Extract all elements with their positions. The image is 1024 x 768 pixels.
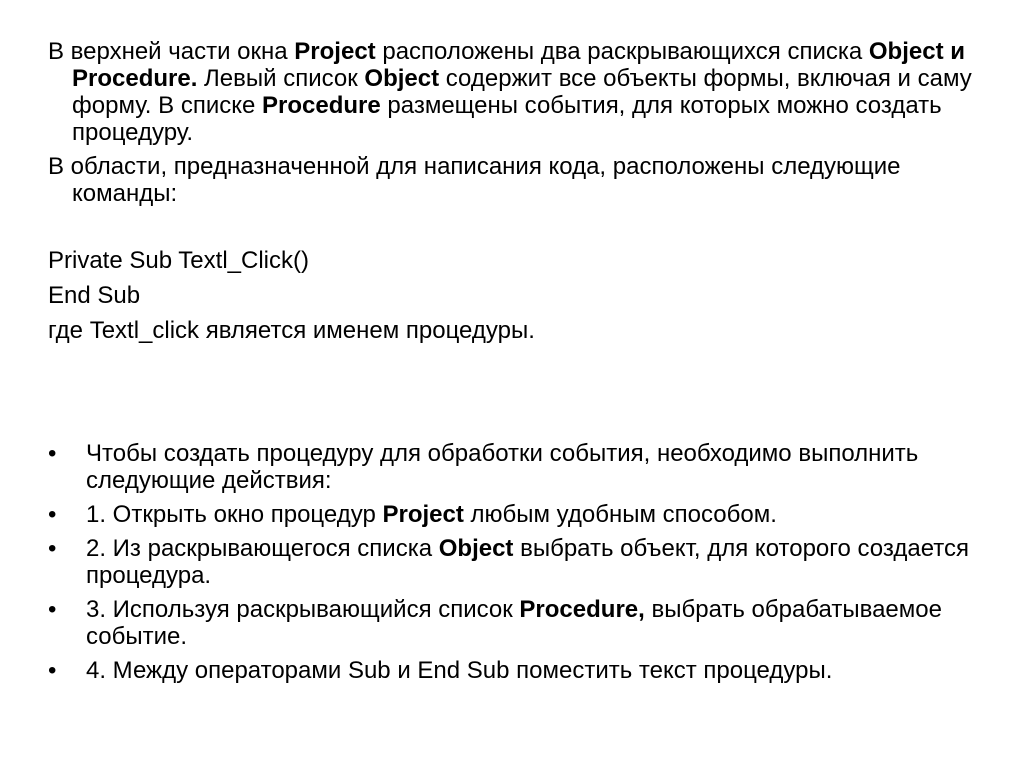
- bullet-icon: •: [48, 535, 57, 562]
- bullet-icon: •: [48, 501, 57, 528]
- list-item: [48, 657, 988, 684]
- text-run: 4. Между операторами Sub и End Sub поместить текст процедуры.: [86, 657, 833, 684]
- bold-term: Project: [294, 38, 376, 65]
- text-run: содержит все объекты формы, включая и саму форму. В списке: [72, 65, 972, 119]
- text-run: В верхней части окна: [48, 38, 295, 65]
- text-run: 1. Открыть окно процедур: [86, 501, 383, 528]
- text-run: 2. Из раскрывающегося списка: [86, 535, 439, 562]
- bold-term: Procedure: [262, 92, 381, 119]
- bold-term: Object: [438, 535, 514, 562]
- list-item: [48, 440, 988, 494]
- text-run: выбрать обрабатываемое событие.: [86, 596, 942, 650]
- text-run: любым удобным способом.: [463, 501, 777, 528]
- paragraph: [48, 153, 988, 207]
- paragraph: [48, 38, 988, 146]
- bullet-icon: •: [48, 440, 57, 467]
- intro-paragraphs: [48, 38, 988, 207]
- text-run: Чтобы создать процедуру для обработки события, необходимо выполнить следующие действия:: [86, 440, 919, 494]
- steps-list: [48, 440, 988, 684]
- code-block: [48, 243, 988, 348]
- text-run: размещены события, для которых можно создать процедуру.: [72, 92, 942, 146]
- list-item: [48, 535, 988, 589]
- text-run: Левый список: [197, 65, 365, 92]
- text-run: расположены два раскрывающихся списка: [375, 38, 869, 65]
- bullet-icon: •: [48, 596, 57, 623]
- bullet-icon: •: [48, 657, 57, 684]
- text-run: 3. Используя раскрывающийся список: [86, 596, 520, 623]
- bold-term: Object: [364, 65, 440, 92]
- list-item: [48, 596, 988, 650]
- list-item: [48, 501, 988, 528]
- bold-term: Object и Procedure.: [72, 38, 965, 92]
- text-run: выбрать объект, для которого создается процедура.: [86, 535, 969, 589]
- text-run: В области, предназначенной для написания кода, расположены следующие команды:: [48, 153, 901, 207]
- code-line-end: End Sub: [48, 282, 141, 309]
- bold-term: Procedure,: [519, 596, 645, 623]
- bold-term: Project: [382, 501, 464, 528]
- code-line-declaration: Private Sub Textl_Click(): [48, 247, 309, 274]
- code-explanation: где Textl_click является именем процедуры.: [48, 317, 535, 344]
- slide-content: [48, 38, 988, 691]
